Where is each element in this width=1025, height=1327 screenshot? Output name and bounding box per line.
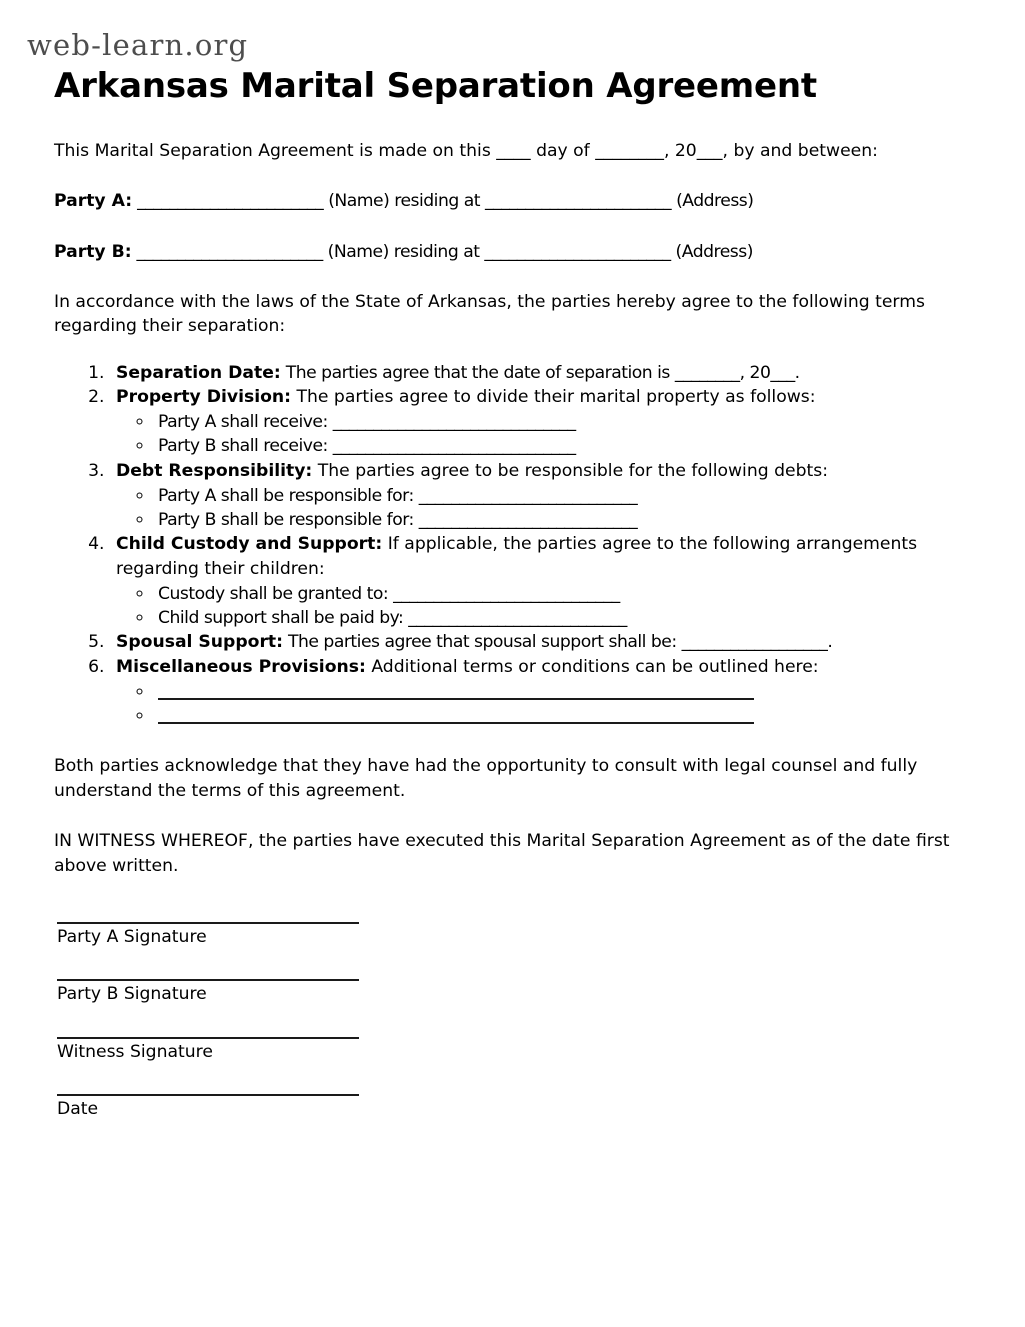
- term-heading-3: Debt Responsibility:: [116, 460, 313, 481]
- term-item-4: [110, 532, 957, 630]
- intro-paragraph: This Marital Separation Agreement is made on this ____ day of ________, 20___, by and between:: [54, 140, 878, 161]
- term-item-3: [110, 459, 957, 532]
- blank-write-line: [158, 708, 754, 724]
- witness-whereof-paragraph: IN WITNESS WHEREOF, the parties have executed this Marital Separation Agreement as of the date first above written.: [54, 831, 950, 876]
- party-a-label: Party A:: [54, 191, 133, 212]
- signature-entry-party-a: [54, 922, 1025, 949]
- terms-list: [54, 361, 957, 729]
- party-b-fields: _______________________ (Name) residing at _______________________ (Address): [131, 241, 753, 262]
- term-item-1: [110, 361, 957, 386]
- term-heading-5: Spousal Support:: [116, 632, 284, 653]
- term-item-6: [110, 655, 957, 728]
- sub-item-text: Party B shall receive: ______________________________: [158, 436, 576, 457]
- term-heading-1: Separation Date:: [116, 362, 281, 383]
- signature-entry-date: [54, 1094, 1025, 1121]
- list-item: [154, 582, 957, 606]
- list-item: [154, 508, 957, 532]
- signature-line: [57, 922, 359, 924]
- signature-entry-party-b: [54, 979, 1025, 1006]
- party-a-line: [54, 189, 957, 213]
- signature-block: [0, 922, 1025, 1121]
- sub-item-text: Custody shall be granted to: ____________________________: [158, 583, 620, 604]
- term-item-5: [110, 630, 957, 655]
- signature-label: Party B Signature: [57, 984, 207, 1005]
- site-brand: web-learn.org: [27, 28, 249, 62]
- sub-item-text: Party B shall be responsible for: ___________________________: [158, 509, 638, 530]
- list-item: [154, 434, 957, 458]
- term-text-2: The parties agree to divide their marital property as follows:: [291, 387, 816, 408]
- sub-item-text: Party A shall receive: ______________________________: [158, 412, 576, 433]
- term-text-4: If applicable, the parties agree to the following arrangements regarding their children:: [116, 534, 918, 579]
- signature-entry-witness: [54, 1037, 1025, 1064]
- signature-line: [57, 1094, 359, 1096]
- party-a-fields: _______________________ (Name) residing at _______________________ (Address): [132, 191, 754, 212]
- list-item: [154, 680, 957, 704]
- party-b-label: Party B:: [54, 241, 132, 262]
- blank-write-line: [158, 684, 754, 700]
- term-text-5: The parties agree that spousal support shall be: __________________.: [283, 632, 833, 653]
- party-b-line: [54, 240, 957, 264]
- term-heading-4: Child Custody and Support:: [116, 534, 383, 555]
- list-item: [154, 410, 957, 434]
- signature-label: Date: [57, 1098, 99, 1119]
- term-heading-2: Property Division:: [116, 387, 292, 408]
- acknowledgement-paragraph: Both parties acknowledge that they have had the opportunity to consult with legal counsel and fully understand the terms of this agreement.: [54, 756, 918, 801]
- term-sublist-6: [116, 680, 957, 729]
- term-item-2: [110, 385, 957, 458]
- signature-line: [57, 979, 359, 981]
- signature-label: Witness Signature: [57, 1041, 213, 1062]
- term-sublist-4: [116, 582, 957, 631]
- page-title: Arkansas Marital Separation Agreement: [54, 66, 817, 107]
- list-item: [154, 484, 957, 508]
- signature-label: Party A Signature: [57, 927, 207, 948]
- term-text-1: The parties agree that the date of separation is ________, 20___.: [280, 362, 800, 383]
- document-body: [0, 139, 1025, 878]
- term-text-3: The parties agree to be responsible for the following debts:: [312, 460, 828, 481]
- list-item: [154, 704, 957, 728]
- signature-line: [57, 1037, 359, 1039]
- term-sublist-2: [116, 410, 957, 459]
- accordance-paragraph: In accordance with the laws of the State of Arkansas, the parties hereby agree to the following terms regarding their separation:: [54, 292, 925, 337]
- list-item: [154, 606, 957, 630]
- term-heading-6: Miscellaneous Provisions:: [116, 656, 366, 677]
- term-text-6: Additional terms or conditions can be outlined here:: [365, 656, 819, 677]
- term-sublist-3: [116, 484, 957, 533]
- sub-item-text: Child support shall be paid by: ___________________________: [158, 607, 627, 628]
- sub-item-text: Party A shall be responsible for: ___________________________: [158, 485, 638, 506]
